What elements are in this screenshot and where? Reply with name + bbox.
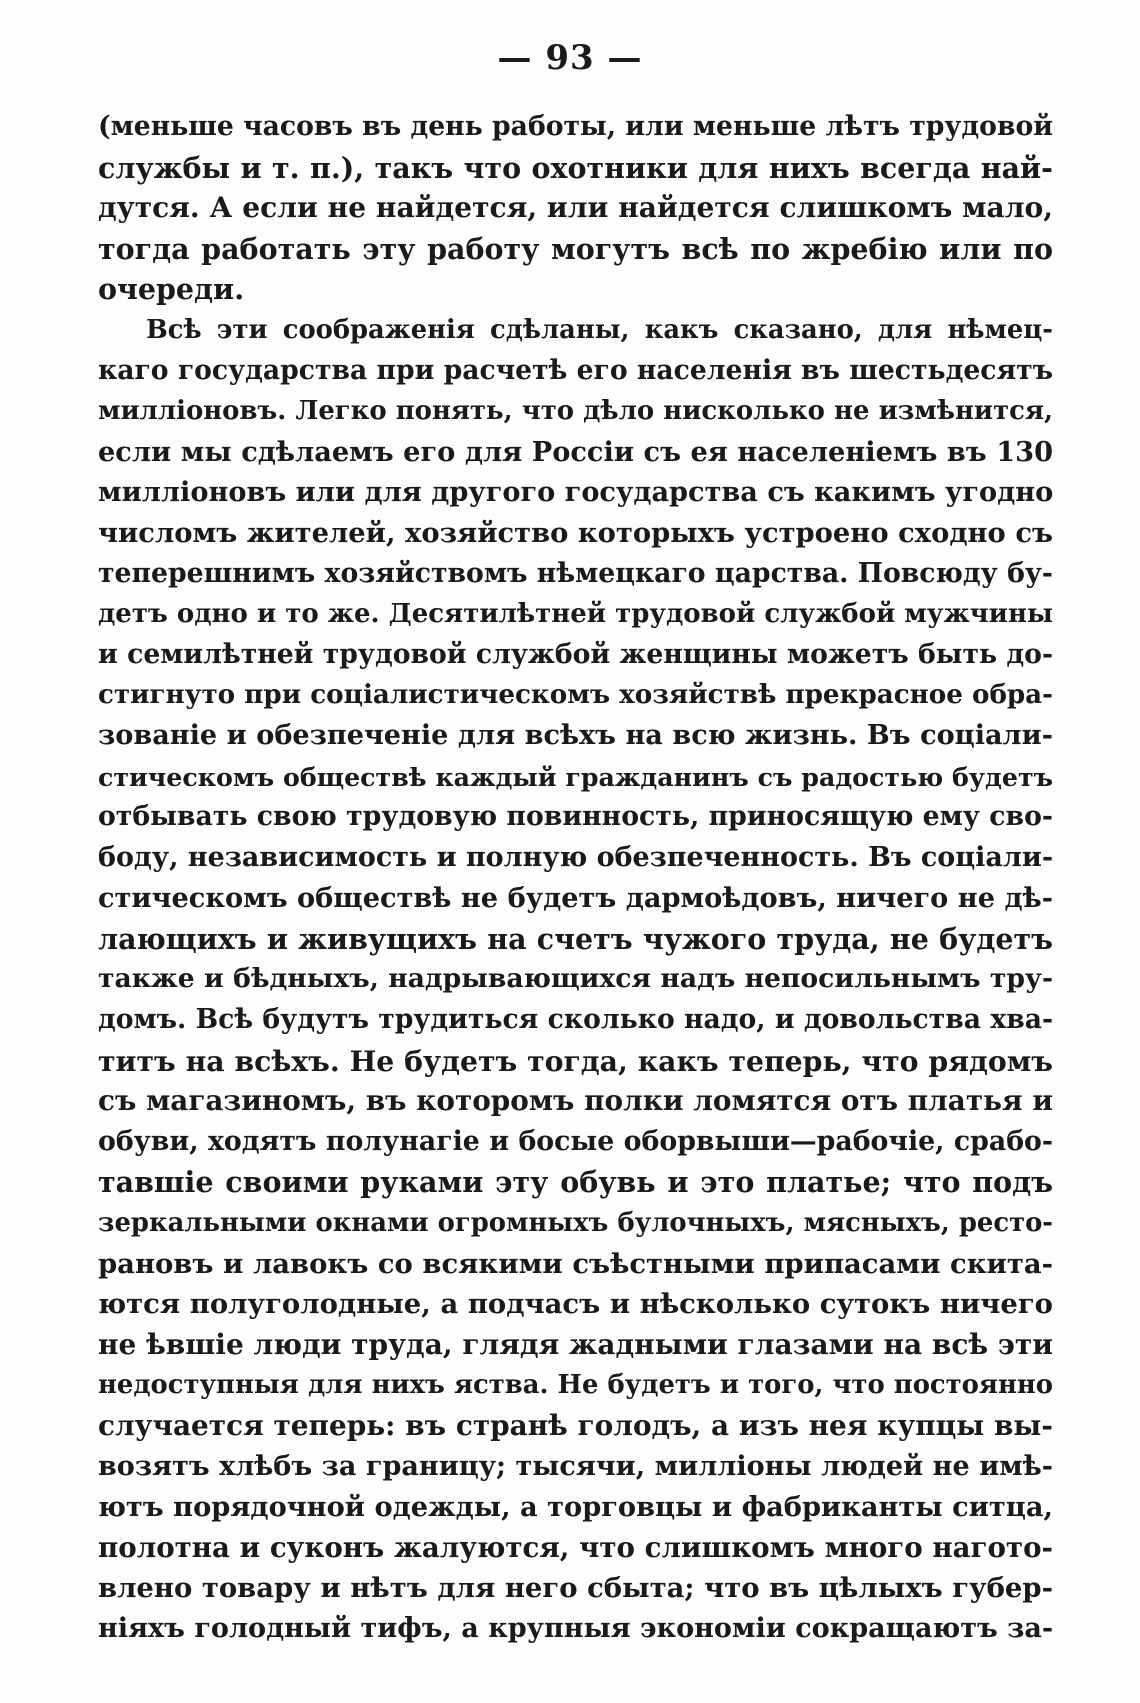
text-line: влено товару и нѣтъ для него сбыта; что въ цѣлыхъ губер-: [98, 1572, 1053, 1605]
text-line: ютъ порядочной одежды, а торговцы и фабриканты ситца,: [98, 1491, 1054, 1524]
text-line: службы и т. п.), такъ что охотники для нихъ всегда най-: [98, 150, 1053, 185]
text-line: лающихъ и живущихъ на счетъ чужого труда, не будетъ: [98, 921, 1053, 956]
text-line: дутся. А если не найдется, или найдется слишкомъ мало,: [98, 191, 1053, 225]
text-line: Всѣ эти соображенія сдѣланы, какъ сказано, для нѣмец-: [146, 314, 1053, 345]
text-line: не ѣвшіе люди труда, глядя жадными глазами на всѣ эти: [98, 1327, 1053, 1361]
text-line: милліоновъ. Легко понять, что дѣло нисколько не измѣнится,: [98, 396, 1053, 427]
text-line: теперешнимъ хозяйствомъ нѣмецкаго царства. Повсюду бу-: [98, 557, 1053, 589]
text-line: рановъ и лавокъ со всякими съѣстными припасами скита-: [98, 1247, 1053, 1280]
text-line: тавшіе своими руками эту обувь и это платье; что подъ: [98, 1165, 1053, 1200]
text-line: также и бѣдныхъ, надрывающихся надъ непосильнымъ тру-: [98, 963, 1053, 995]
text-line: очереди.: [98, 272, 245, 307]
text-line: детъ одно и то же. Десятилѣтней трудовой службой мужчины: [98, 599, 1053, 630]
text-line: домъ. Всѣ будутъ трудиться сколько надо, и довольства хва-: [98, 1004, 1053, 1036]
text-line: зеркальными окнами огромныхъ булочныхъ, мясныхъ, ресто-: [98, 1208, 1053, 1239]
text-line: боду, независимость и полную обезпеченность. Въ соціали-: [98, 841, 1054, 873]
text-line: отбывать свою трудовую повинность, приносящую ему сво-: [98, 801, 1053, 833]
text-line: ются полуголодные, а подчасъ и нѣсколько сутокъ ничего: [98, 1288, 1053, 1321]
text-line: недоступныя для нихъ яства. Не будетъ и того, что постоянно: [98, 1370, 1053, 1401]
text-line: (меньше часовъ въ день работы, или меньше лѣтъ трудовой: [98, 111, 1053, 142]
text-line: обуви, ходятъ полунагіе и босые оборвыши—рабочіе, срабо-: [98, 1125, 1053, 1157]
text-line: милліоновъ или для другого государства съ какимъ угодно: [98, 476, 1054, 509]
page-number: — 93 —: [497, 38, 643, 78]
text-line: случается теперь: въ странѣ голодъ, а изъ нея купцы вы-: [98, 1409, 1053, 1442]
text-line: каго государства при расчетѣ его населенія въ шестьдесятъ: [98, 354, 1054, 386]
text-line: возятъ хлѣбъ за границу; тысячи, милліоны людей не имѣ-: [98, 1450, 1053, 1482]
text-line: титъ на всѣхъ. Не будетъ тогда, какъ теперь, что рядомъ: [98, 1043, 1053, 1078]
text-line: стигнуто при соціалистическомъ хозяйствѣ прекрасное обра-: [98, 679, 1053, 711]
text-line: если мы сдѣлаемъ его для Россіи съ ея населеніемъ въ 130: [98, 435, 1053, 468]
text-line: тогда работать эту работу могутъ всѣ по жребію или по: [98, 231, 1053, 266]
text-line: стическомъ обществѣ не будетъ дармоѣдовъ, ничего не дѣ-: [98, 882, 1053, 915]
text-line: и семилѣтней трудовой службой женщины можетъ быть до-: [98, 638, 1053, 670]
text-line: съ магазиномъ, въ которомъ полки ломятся отъ платья и: [98, 1084, 1053, 1118]
text-line: числомъ жителей, хозяйство которыхъ устроено сходно съ: [98, 516, 1053, 549]
text-line: стическомъ обществѣ каждый гражданинъ съ радостью будетъ: [98, 761, 1053, 792]
text-line: зованіе и обезпеченіе для всѣхъ на всю жизнь. Въ соціали-: [98, 719, 1053, 751]
text-line: ніяхъ голодный тифъ, а крупныя экономіи сокращаютъ за-: [98, 1612, 1054, 1644]
body-text: [98, 107, 1053, 1650]
text-line: полотна и суконъ жалуются, что слишкомъ много нагото-: [98, 1530, 1053, 1564]
